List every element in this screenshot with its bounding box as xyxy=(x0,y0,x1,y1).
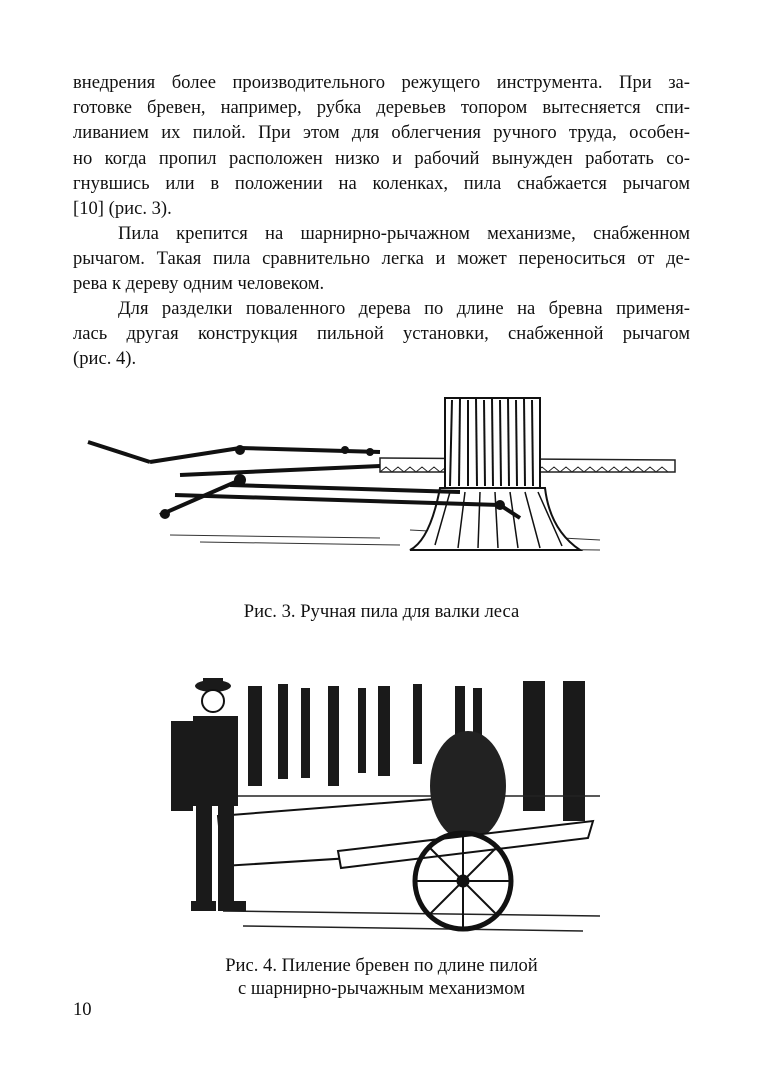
paragraph-2 xyxy=(73,221,690,297)
text-line: лась другая конструкция пильной установки, снабженной рычагом xyxy=(73,323,690,345)
text-line: гнувшись или в положении на коленках, пила снабжается рычагом xyxy=(73,172,690,194)
text-line: готовке бревен, например, рубка деревьев топором вытесняется спи- xyxy=(73,97,690,119)
figure-3-caption: Рис. 3. Ручная пила для валки леса xyxy=(243,601,520,622)
figure-4-caption-line-2: с шарнирно-рычажным механизмом xyxy=(237,978,526,999)
saw-lever-drawing xyxy=(80,380,680,560)
text-line: рева к дереву одним человеком. xyxy=(73,273,325,295)
tree-trunk xyxy=(410,398,580,550)
text-line: внедрения более производительного режущего инструмента. При за- xyxy=(73,72,690,93)
cart-wheel xyxy=(415,833,511,929)
text-line: ливанием их пилой. При этом для облегчения ручного труда, особен- xyxy=(73,122,690,144)
text-line: (рис. 4). xyxy=(73,348,137,370)
figure-3-illustration xyxy=(80,380,680,560)
figure-4-illustration xyxy=(163,676,600,938)
text-line: Пила крепится на шарнирно-рычажном механизме, снабженном xyxy=(118,223,690,244)
log-sawing-drawing xyxy=(163,676,600,938)
text-line: рычагом. Такая пила сравнительно легка и может переноситься от де- xyxy=(73,248,690,270)
paragraph-1 xyxy=(73,70,690,221)
text-line: но когда пропил расположен низко и рабочий вынужден работать со- xyxy=(73,147,690,169)
figure-4-caption-line-1: Рис. 4. Пиление бревен по длине пилой xyxy=(225,955,538,976)
page-number: 10 xyxy=(73,999,92,1020)
text-line: Для разделки поваленного дерева по длине на бревна применя- xyxy=(118,298,690,319)
text-line: [10] (рис. 3). xyxy=(73,198,172,220)
paragraph-3 xyxy=(73,296,690,372)
log-cut-end xyxy=(430,731,506,841)
